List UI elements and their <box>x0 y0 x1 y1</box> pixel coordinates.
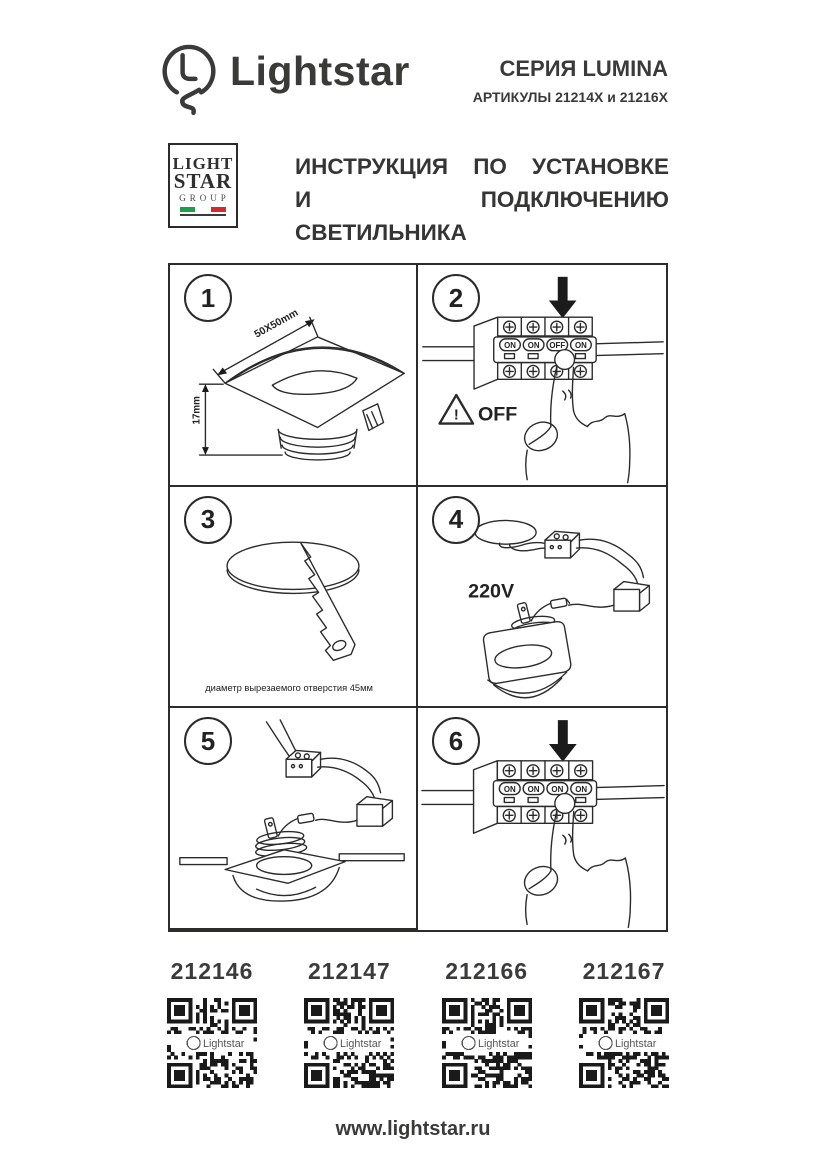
series-title: СЕРИЯ LUMINA <box>499 56 668 81</box>
italian-flag-bar <box>180 207 226 212</box>
qr-code <box>442 998 532 1088</box>
svg-text:17mm: 17mm <box>191 396 203 425</box>
step-3-number: 3 <box>184 496 232 544</box>
product-code: 212167 <box>582 958 666 984</box>
svg-text:50X50mm: 50X50mm <box>252 307 301 341</box>
instruction-step-6 <box>418 708 666 930</box>
svg-text:ON: ON <box>575 341 587 351</box>
svg-text:ON: ON <box>504 341 516 351</box>
step-4-number: 4 <box>432 496 480 544</box>
instruction-step-3 <box>170 487 418 709</box>
flag-underline <box>180 214 226 216</box>
qr-code <box>304 998 394 1088</box>
product-212146 <box>160 958 264 1088</box>
svg-text:OFF: OFF <box>549 341 566 351</box>
article-numbers: АРТИКУЛЫ 21214X и 21216X <box>472 89 668 105</box>
svg-text:ON: ON <box>527 341 540 351</box>
instruction-step-4 <box>418 487 666 709</box>
lightstar-bulb-logo-icon <box>157 36 221 124</box>
brand-wordmark: Lightstar <box>230 48 410 94</box>
lightstar-group-logo <box>168 143 238 228</box>
logo-box-light: LIGHT <box>172 153 234 173</box>
step-2-number: 2 <box>432 274 480 322</box>
svg-text:диаметр вырезаемого отверстия: диаметр вырезаемого отверстия 45мм <box>205 682 373 693</box>
title-line-2: И ПОДКЛЮЧЕНИЮ СВЕТИЛЬНИКА <box>295 187 669 245</box>
svg-text:Lightstar: Lightstar <box>340 1037 382 1050</box>
product-code: 212147 <box>307 958 391 984</box>
product-212147 <box>297 958 401 1088</box>
svg-text:Lightstar: Lightstar <box>477 1037 520 1050</box>
instruction-step-1 <box>170 265 418 487</box>
svg-text:ON: ON <box>527 785 540 795</box>
product-212166 <box>435 958 539 1088</box>
svg-text:ON: ON <box>575 785 588 795</box>
product-codes-row <box>160 958 676 1088</box>
svg-text:Lightstar: Lightstar <box>614 1037 657 1050</box>
logo-box-group: GROUP <box>179 192 230 203</box>
step-6-number: 6 <box>432 717 480 765</box>
svg-text:ON: ON <box>551 785 564 795</box>
instruction-step-2 <box>418 265 666 487</box>
svg-text:220V: 220V <box>468 579 515 602</box>
svg-text:!: ! <box>453 407 459 424</box>
product-code: 212166 <box>445 958 529 984</box>
product-code: 212146 <box>170 958 254 984</box>
svg-text:Lightstar: Lightstar <box>203 1037 245 1050</box>
instruction-steps-grid <box>168 263 668 932</box>
qr-code <box>579 998 669 1088</box>
svg-text:ON: ON <box>503 785 516 795</box>
document-title <box>295 150 669 249</box>
logo-box-star: STAR <box>173 168 233 193</box>
svg-text:OFF: OFF <box>477 403 518 426</box>
step-5-number: 5 <box>184 717 232 765</box>
instruction-step-5 <box>170 708 418 930</box>
qr-code <box>167 998 257 1088</box>
product-212167 <box>572 958 676 1088</box>
footer-url: www.lightstar.ru <box>335 1118 491 1140</box>
step-1-number: 1 <box>184 274 232 322</box>
title-line-1: ИНСТРУКЦИЯ ПО УСТАНОВКЕ <box>295 154 669 179</box>
